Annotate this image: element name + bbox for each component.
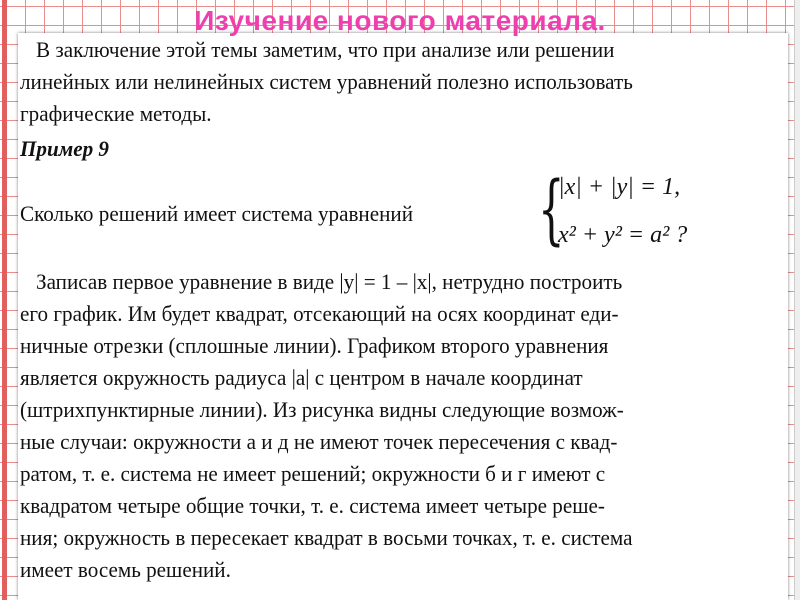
left-border-strip <box>2 0 7 600</box>
body-line-2: его график. Им будет квадрат, отсекающий на осях координат еди- <box>20 301 619 326</box>
right-border-strip <box>794 0 800 600</box>
body-line-9: ния; окружность в пересекает квадрат в восьми точках, т. е. система <box>20 525 633 550</box>
textbook-page <box>18 33 788 600</box>
body-line-1: Записав первое уравнение в виде |y| = 1 – |x|, нетрудно построить <box>36 269 623 294</box>
equation-2: x² + y² = a² ? <box>558 222 688 248</box>
body-line-6: ные случаи: окружности а и д не имеют точек пересечения с квад- <box>20 429 618 454</box>
question-text: Сколько решений имеет система уравнений <box>20 201 414 226</box>
body-line-10: имеет восемь решений. <box>20 557 231 582</box>
body-line-8: квадратом четыре общие точки, т. е. система имеет четыре реше- <box>20 493 605 518</box>
curly-brace: { <box>538 164 565 253</box>
equation-1: |x| + |y| = 1, <box>558 174 681 200</box>
body-line-5: (штрихпунктирные линии). Из рисунка видны следующие возмож- <box>20 397 624 422</box>
intro-line-3: графические методы. <box>20 101 212 126</box>
body-line-7: ратом, т. е. система не имеет решений; окружности б и г имеют с <box>20 461 606 486</box>
body-line-4: является окружность радиуса |a| с центром в начале координат <box>20 365 583 390</box>
slide-title: Изучение нового материала. <box>194 5 606 36</box>
example-heading: Пример 9 <box>20 136 109 161</box>
body-line-3: ничные отрезки (сплошные линии). Графиком второго уравнения <box>20 333 609 358</box>
intro-line-1: В заключение этой темы заметим, что при анализе или решении <box>36 37 615 62</box>
intro-line-2: линейных или нелинейных систем уравнений полезно использовать <box>20 69 633 94</box>
